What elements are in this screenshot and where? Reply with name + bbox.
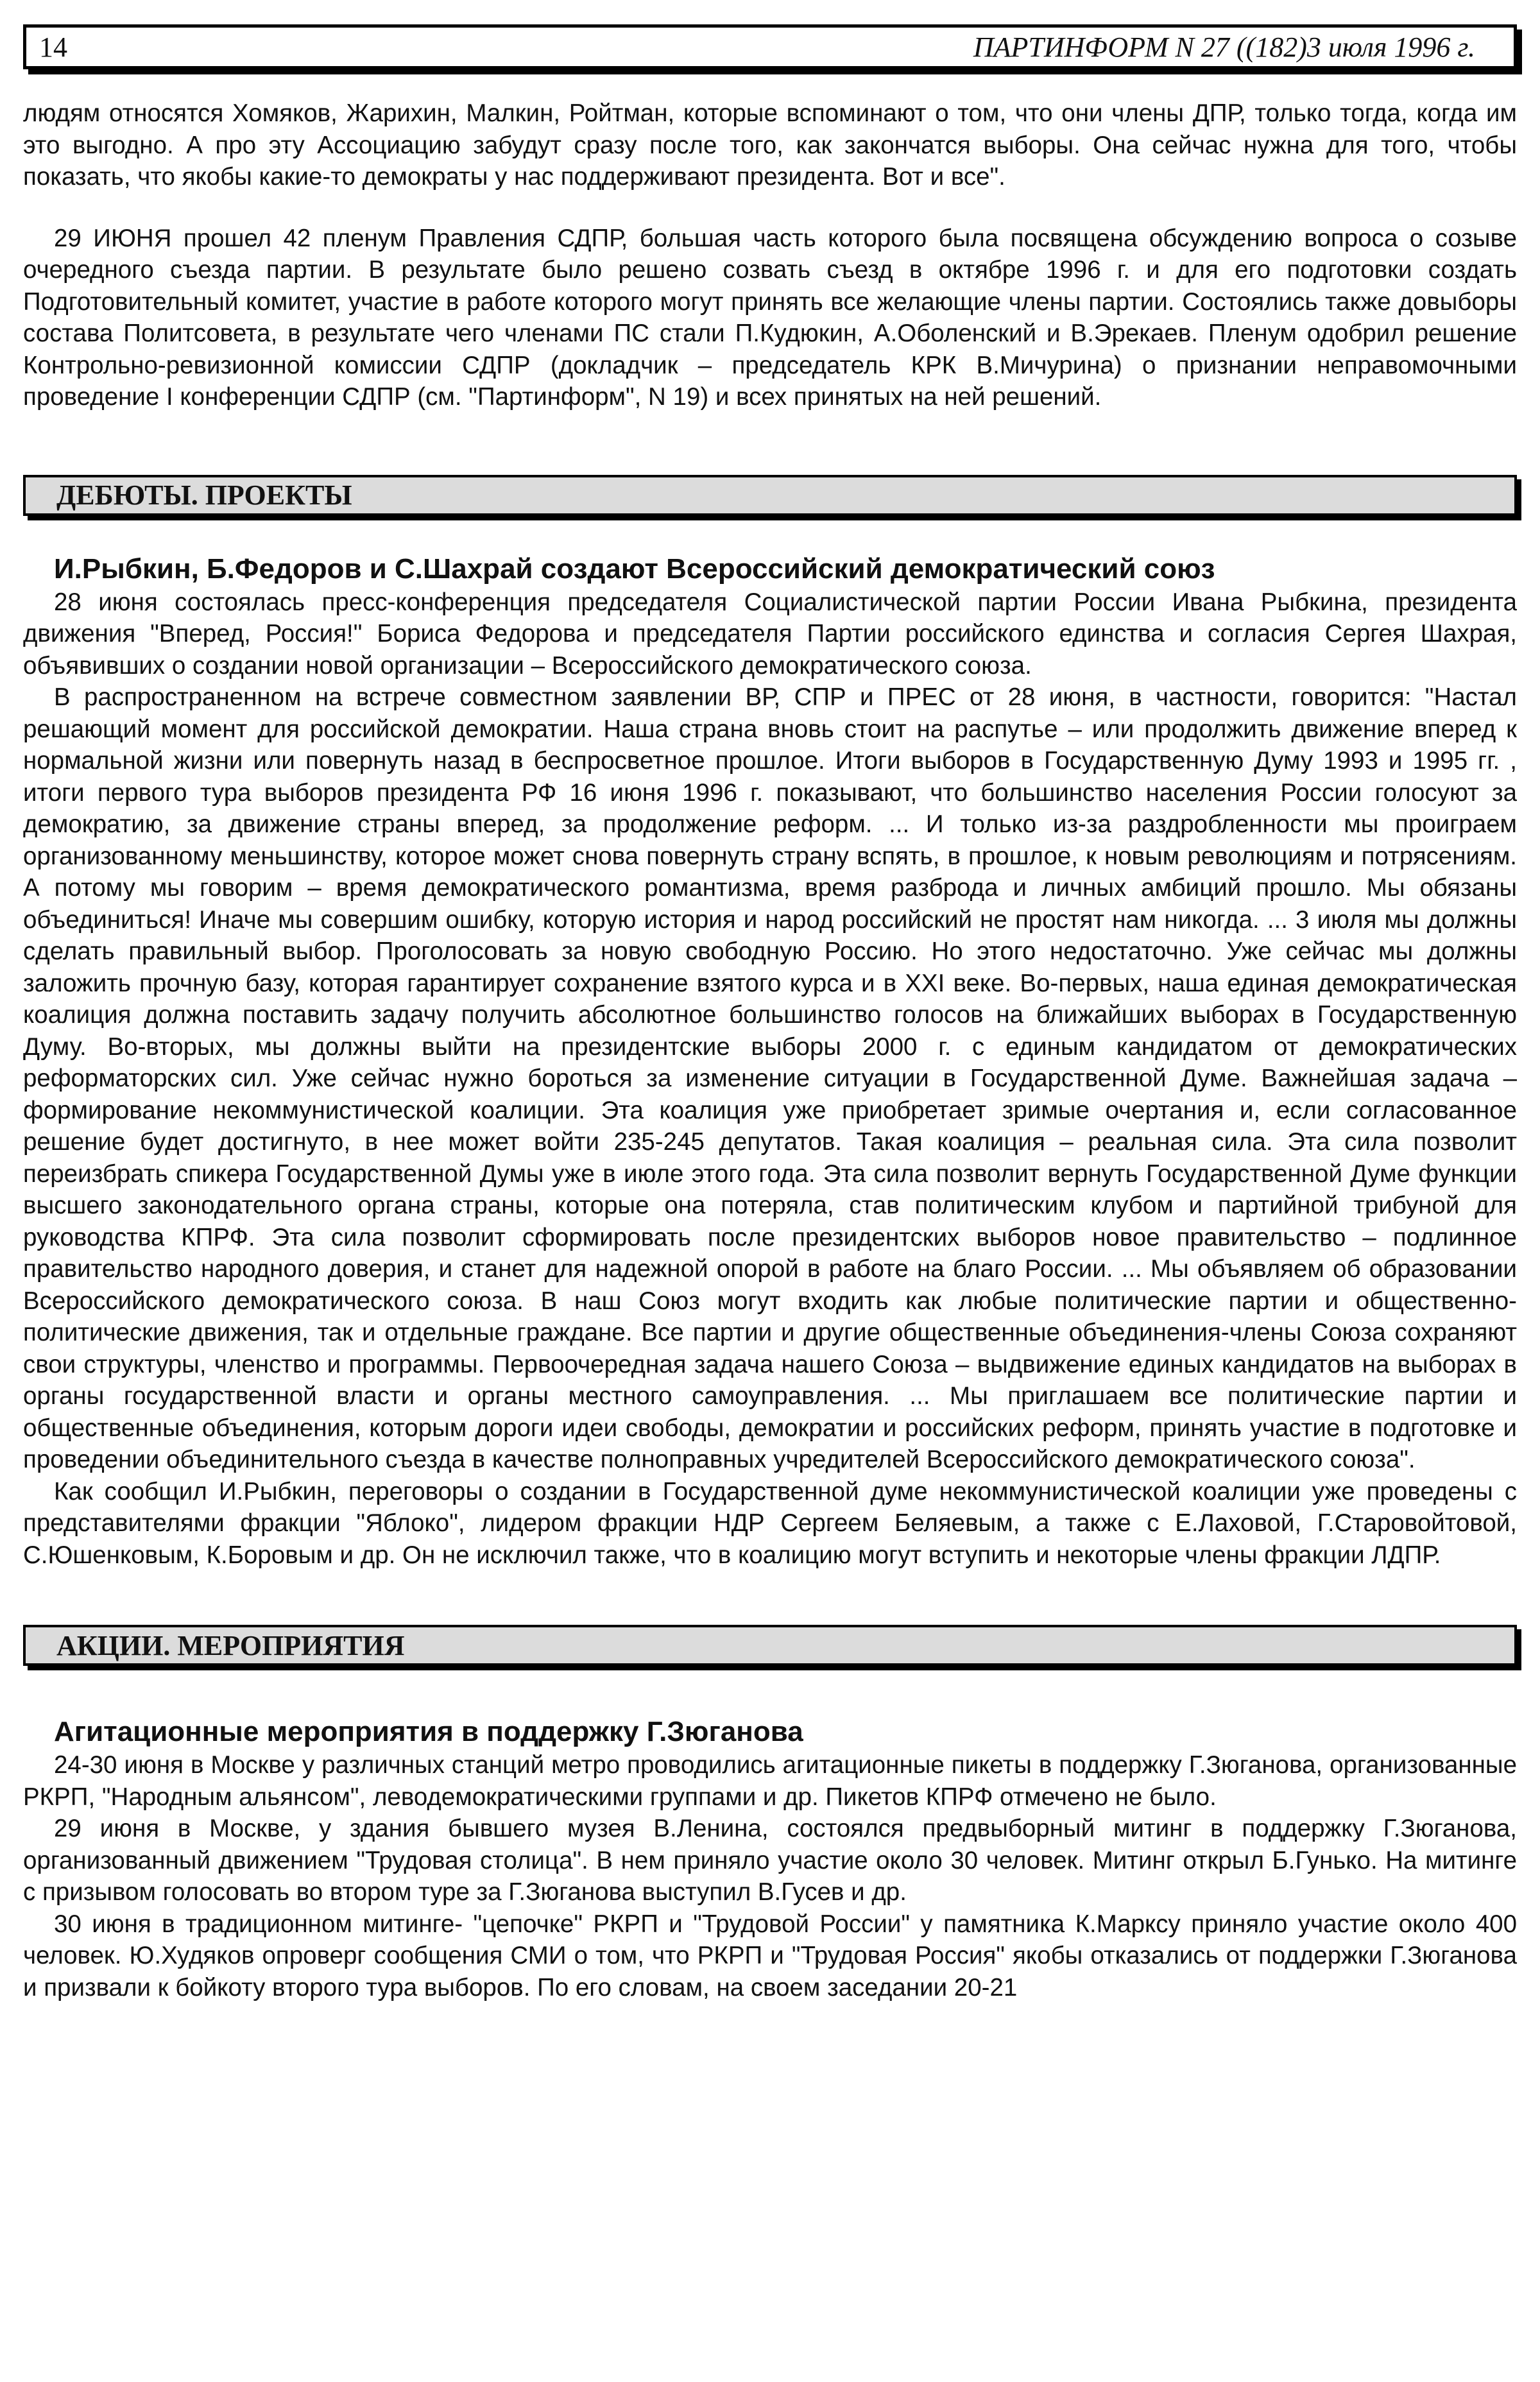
article-1-paragraph-1: 28 июня состоялась пресс-конференция председателя Социалистической партии России Ивана Рыбкина, президента движения "Вперед, Россия!" Бориса Федорова и председателя Партии российского единства и согласия Сергея Шахрая, объявивших о создании новой организации – Всероссийского демократического союза. — [23, 588, 1517, 680]
section-heading-actions — [23, 1625, 1517, 1666]
page-header — [23, 24, 1517, 69]
article-title-1: И.Рыбкин, Б.Федоров и С.Шахрай создают Всероссийский демократический союз — [54, 553, 1215, 585]
article-2-paragraph-3: 30 июня в традиционном митинге- "цепочке" РКРП и "Трудовой России" у памятника К.Марксу приняло участие около 400 человек. Ю.Худяков опроверг сообщения СМИ о том, что РКРП и "Трудовая Россия" якобы отказались от поддержки Г.Зюганова и призвали к бойкоту второго тура выборов. По его словам, на своем заседании 20-21 — [23, 1910, 1517, 2001]
article-title-2: Агитационные мероприятия в поддержку Г.Зюганова — [54, 1716, 803, 1747]
issue-title: ПАРТИНФОРМ N 27 ((182)3 июля 1996 г. — [973, 31, 1475, 63]
intro-paragraph-2: 29 ИЮНЯ прошел 42 пленум Правления СДПР, большая часть которого была посвящена обсуждению вопроса о созыве очередного съезда партии. В результате было решено созвать съезд в октябре 1996 г. и для его подготовки создать Подготовительный комитет, участие в работе которого могут принять все желающие члены партии. Состоялись также довыборы состава Политсовета, в результате чего членами ПС стали П.Кудюкин, А.Оболенский и В.Эрекаев. Пленум одобрил решение Контрольно-ревизионной комиссии СДПР (докладчик – председатель КРК В.Мичурина) о признании неправомочными проведение I конференции СДПР (см. "Партинформ", N 19) и всех принятых на ней решений. — [23, 224, 1517, 411]
article-1-paragraph-3: Как сообщил И.Рыбкин, переговоры о создании в Государственной думе некоммунистической коалиции уже проведены с представителями фракции "Яблоко", лидером фракции НДР Сергеем Беляевым, а также с Е.Лаховой, Г.Старовойтовой, С.Юшенковым, К.Боровым и др. Он не исключил также, что в коалицию могут вступить и некоторые члены фракции ЛДПР. — [23, 1477, 1517, 1569]
section-heading-debuts — [23, 475, 1517, 516]
section-heading-label: АКЦИИ. МЕРОПРИЯТИЯ — [56, 1629, 405, 1661]
intro-paragraph-1: людям относятся Хомяков, Жарихин, Малкин, Ройтман, которые вспоминают о том, что они члены ДПР, только тогда, когда им это выгодно. А про эту Ассоциацию забудут сразу после того, как закончатся выборы. Она сейчас нужна для того, чтобы показать, что якобы какие-то демократы у нас поддерживают президента. Вот и все". — [23, 99, 1517, 191]
newspaper-page — [23, 24, 1517, 2003]
section-heading-label: ДЕБЮТЫ. ПРОЕКТЫ — [56, 479, 352, 511]
page-number: 14 — [39, 31, 67, 63]
article-1-paragraph-2: В распространенном на встрече совместном заявлении ВР, СПР и ПРЕС от 28 июня, в частности, говорится: "Настал решающий момент для российской демократии. Наша страна вновь стоит на распутье – или продолжить движение вперед к нормальной жизни или повернуть назад в беспросветное прошлое. Итоги выборов в Государственную Думу 1993 и 1995 гг. , итоги первого тура выборов президента РФ 16 июня 1996 г. показывают, что большинство населения России голосуют за демократию, за движение страны вперед, за продолжение реформ. ... И только из-за раздробленности мы проиграем организованному меньшинству, которое может снова повернуть страну вспять, в прошлое, к новым революциям и потрясениям. А потому мы говорим – время демократического романтизма, время разброда и личных амбиций прошло. Мы обязаны объединиться! Иначе мы совершим ошибку, которую история и народ российский не простят нам никогда. ... 3 июля мы должны сделать правильный выбор. Проголосовать за новую свободную Россию. Но этого недостаточно. Уже сейчас мы должны заложить прочную базу, которая гарантирует сохранение взятого курса и в XXI веке. Во-первых, наша единая демократическая коалиция должна поставить задачу получить абсолютное большинство голосов на ближайших выборах в Государственную Думу. Во-вторых, мы должны выйти на президентские выборы 2000 г. с единым кандидатом от демократических реформаторских сил. Уже сейчас нужно бороться за изменение ситуации в Государственной Думе. Важнейшая задача – формирование некоммунистической коалиции. Эта коалиция уже приобретает зримые очертания и, если согласованное решение будет достигнуто, в нее может войти 235-245 депутатов. Такая коалиция – реальная сила. Эта сила позволит переизбрать спикера Государственной Думы уже в июле этого года. Эта сила позволит вернуть Государственной Думе функции высшего законодательного органа страны, которые она потеряла, став политическим клубом и партийной трибуной для руководства КПРФ. Эта сила позволит сформировать после президентских выборов новое правительство – подлинное правительство народного доверия, и станет для надежной опорой в работе на благо России. ... Мы объявляем об образовании Всероссийского демократического союза. В наш Союз могут входить как любые политические партии и общественно-политические движения, так и отдельные граждане. Все партии и другие общественные объединения-члены Союза сохраняют свои структуры, членство и программы. Первоочередная задача нашего Союза – выдвижение единых кандидатов на выборах в органы государственной власти и органы местного самоуправления. ... Мы приглашаем все политические партии и общественные объединения, которым дороги идеи свободы, демократии и российских реформ, принять участие в подготовке и проведении объединительного съезда в качестве полноправных учредителей Всероссийского демократического союза". — [23, 683, 1517, 1473]
article-2-paragraph-2: 29 июня в Москве, у здания бывшего музея В.Ленина, состоялся предвыборный митинг в поддержку Г.Зюганова, организованный движением "Трудовая столица". В нем приняло участие около 30 человек. Митинг открыл Б.Гунько. На митинге с призывом голосовать во втором туре за Г.Зюганова выступил В.Гусев и др. — [23, 1815, 1517, 1906]
article-2-paragraph-1: 24-30 июня в Москве у различных станций метро проводились агитационные пикеты в поддержку Г.Зюганова, организованные РКРП, "Народным альянсом", леводемократическими группами и др. Пикетов КПРФ отмечено не было. — [23, 1751, 1517, 1811]
